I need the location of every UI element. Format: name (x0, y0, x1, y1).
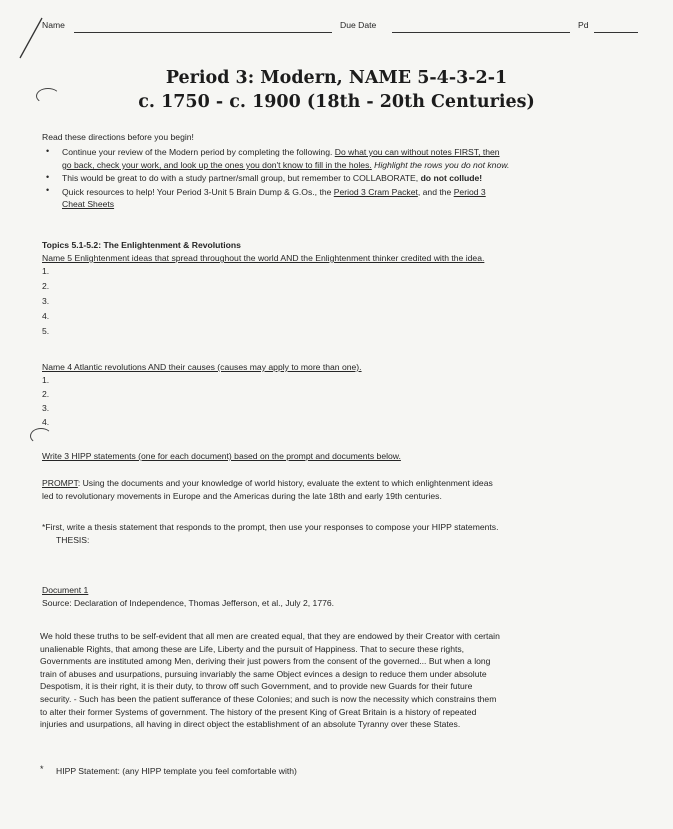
q1-item[interactable]: 1. (42, 266, 50, 276)
due-date-field[interactable] (392, 32, 570, 33)
document-1-body (40, 630, 645, 731)
hipp-statement-label[interactable]: HIPP Statement: (any HIPP template you feel comfortable with) (56, 766, 297, 776)
period-field[interactable] (594, 32, 638, 33)
due-date-label: Due Date (340, 20, 377, 30)
document-1-line: to alter their former Systems of government. The history of the present King of Great Britain is a history of repeated (40, 706, 477, 717)
document-1-line: train of abuses and usurpations, pursuing invariably the same Object evinces a design to reduce them under absolute (40, 668, 487, 679)
document-1-line: Governments are instituted among Men, deriving their just powers from the consent of the governed... But when a long (40, 656, 491, 667)
document-1-title: Document 1 (42, 585, 89, 595)
page-title-line1: Period 3: Modern, NAME 5-4-3-2-1 (165, 68, 508, 88)
q2-item[interactable]: 3. (42, 403, 50, 413)
direction-item-1: Continue your review of the Modern period by completing the following. Do what you can without notes FIRST, then (62, 147, 500, 157)
document-1-source: Source: Declaration of Independence, Thomas Jefferson, et al., July 2, 1776. (42, 598, 335, 608)
bullet-icon: • (46, 146, 50, 156)
q1-item[interactable]: 2. (42, 281, 50, 291)
document-1-line: injuries and usurpations, all having in direct object the establishment of an absolute Tyranny over these States. (40, 719, 461, 730)
document-1-line: security. - Such has been the patient sufferance of these Colonies; and such is now the necessity which constrains them (40, 693, 497, 704)
direction-item-3-cont (62, 199, 114, 209)
q1-item[interactable]: 4. (42, 311, 50, 321)
bullet-icon: * (40, 764, 44, 774)
directions-intro: Read these directions before you begin! (42, 132, 194, 142)
direction-item-2: This would be great to do with a study partner/small group, but remember to COLLABORATE, do not collude! (62, 173, 483, 183)
prompt-line-2: led to revolutionary movements in Europe and the Americas during the late 18th and early 19th centuries. (42, 491, 442, 501)
direction-item-1-cont: go back, check your work, and look up the ones you don't know to fill in the holes. Highlight the rows you do not know. (62, 160, 510, 170)
direction-item-3: Quick resources to help! Your Period 3-Unit 5 Brain Dump & G.Os., the Period 3 Cram Packet, and the Period 3 (62, 187, 486, 197)
margin-mark (36, 88, 60, 104)
cheat-sheets-link-b[interactable]: Cheat Sheets (62, 199, 115, 209)
bullet-icon: • (46, 172, 50, 182)
period-label: Pd (578, 20, 589, 30)
thesis-label[interactable]: THESIS: (56, 535, 90, 545)
bullet-icon: • (46, 185, 50, 195)
cram-packet-link[interactable]: Period 3 Cram Packet (333, 187, 418, 197)
q2-item[interactable]: 1. (42, 375, 50, 385)
name-label: Name (42, 20, 65, 30)
q2-item[interactable]: 2. (42, 389, 50, 399)
q2-item[interactable]: 4. (42, 417, 50, 427)
document-1-line: unalienable Rights, that among these are Life, Liberty and the pursuit of Happiness. That to secure these rights, (40, 643, 465, 654)
q1-item[interactable]: 5. (42, 326, 50, 336)
prompt-label: PROMPT (42, 478, 78, 488)
q1-item[interactable]: 3. (42, 296, 50, 306)
name-field[interactable] (74, 32, 332, 33)
margin-mark (30, 428, 52, 444)
question-3: Write 3 HIPP statements (one for each document) based on the prompt and documents below. (42, 451, 401, 461)
question-2: Name 4 Atlantic revolutions AND their causes (causes may apply to more than one). (42, 362, 362, 372)
cheat-sheets-link-a[interactable]: Period 3 (453, 187, 486, 197)
document-1-line: We hold these truths to be self-evident that all men are created equal, that they are endowed by their Creator with certain (40, 631, 500, 641)
document-1-line: Despotism, it is their right, it is their duty, to throw off such Government, and to provide new Guards for their future (40, 681, 473, 692)
topics-heading: Topics 5.1-5.2: The Enlightenment & Revolutions (42, 240, 241, 250)
prompt-line-1: PROMPT: Using the documents and your knowledge of world history, evaluate the extent to which enlightenment ideas (42, 478, 493, 488)
page-title-line2: c. 1750 - c. 1900 (18th - 20th Centuries) (138, 92, 535, 112)
question-1: Name 5 Enlightenment ideas that spread throughout the world AND the Enlightenment thinker credited with the idea. (42, 253, 485, 263)
thesis-instruction: *First, write a thesis statement that responds to the prompt, then use your responses to compose your HIPP statements. (42, 522, 499, 532)
